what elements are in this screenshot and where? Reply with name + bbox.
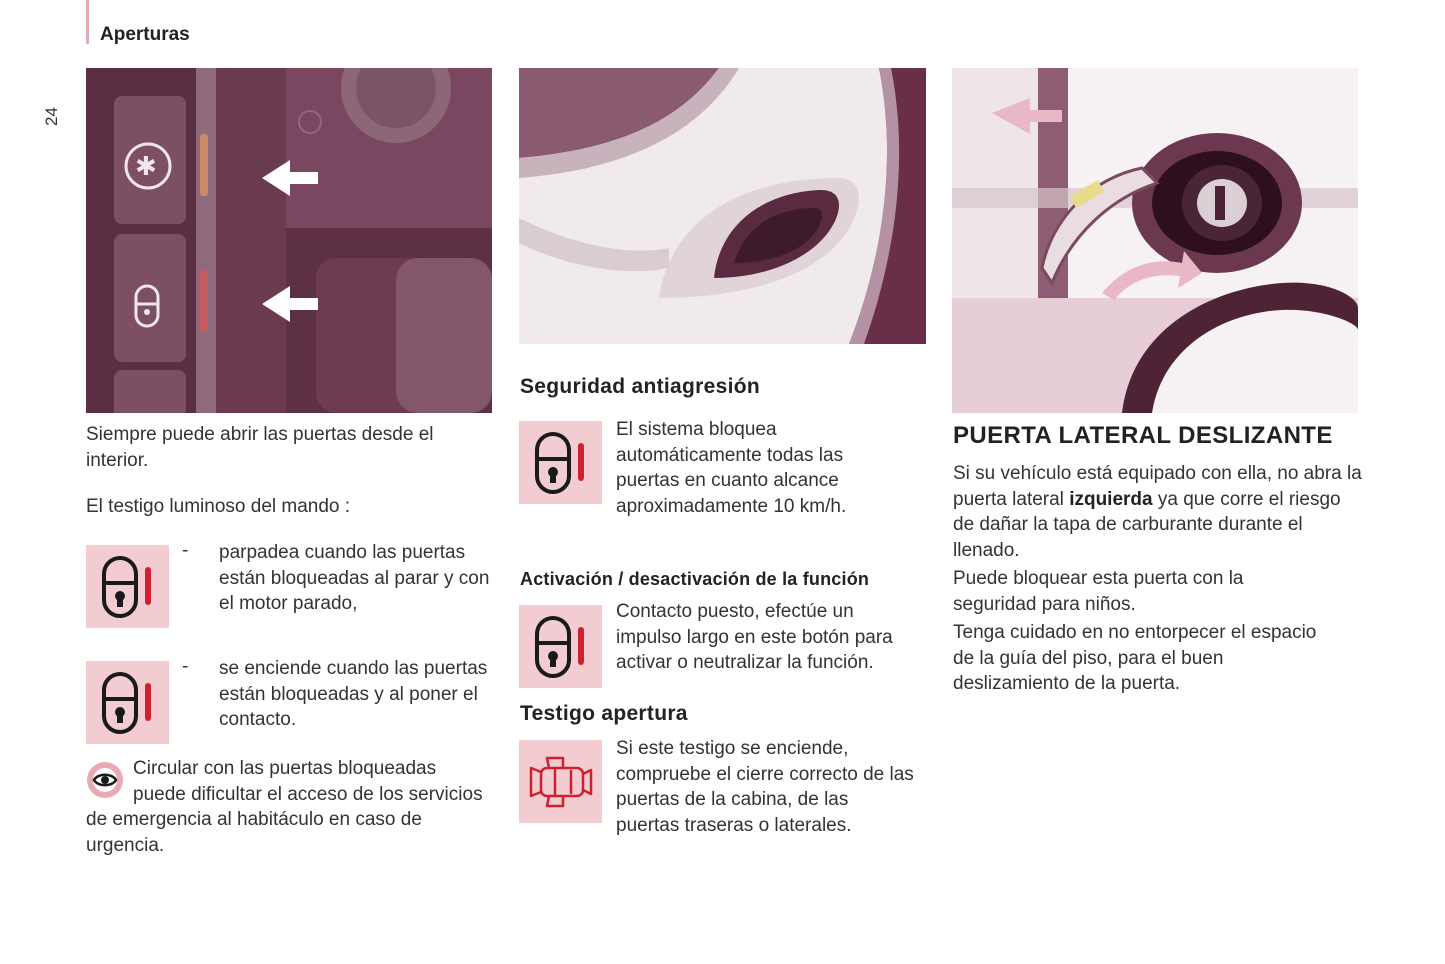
page-number: 24 bbox=[42, 107, 61, 126]
sliding-door-title: PUERTA LATERAL DESLIZANTE bbox=[953, 422, 1333, 449]
door-handle-illustration bbox=[519, 68, 926, 344]
list-dash: - bbox=[182, 540, 189, 561]
sliding-door-paragraph-1 bbox=[953, 461, 1363, 563]
indicator-intro: El testigo luminoso del mando : bbox=[86, 496, 351, 517]
p1-bold: izquierda bbox=[1069, 488, 1153, 510]
lock-indicator-icon bbox=[519, 421, 602, 504]
emergency-note-text: Circular con las puertas bloqueadas puede dificultar el acceso de los servicios de emergencia al habitáculo en caso de urgencia. bbox=[86, 758, 483, 856]
security-heading: Seguridad antiagresión bbox=[520, 375, 760, 398]
intro-text: Siempre puede abrir las puertas desde el interior. bbox=[86, 424, 434, 471]
fuel-flap-illustration bbox=[952, 68, 1358, 413]
lock-indicator-icon bbox=[86, 545, 169, 628]
activation-text: Contacto puesto, efectúe un impulso largo en este botón para activar o neutralizar la función. bbox=[616, 601, 893, 674]
warning-text: Si este testigo se enciende, compruebe el cierre correcto de las puertas de la cabina, de las puertas traseras o laterales. bbox=[616, 738, 914, 836]
p1-before: Si su vehículo está equipado con ella, no abra la puerta lateral bbox=[953, 463, 1362, 510]
emergency-note bbox=[86, 756, 486, 858]
list-item-blinking: parpadea cuando las puertas están bloqueadas al parar y con el motor parado, bbox=[219, 542, 490, 615]
list-dash: - bbox=[182, 656, 189, 677]
lock-indicator-icon bbox=[86, 661, 169, 744]
sliding-door-paragraph-3: Tenga cuidado en no entorpecer el espacio de la guía del piso, para el buen deslizamiento de la puerta. bbox=[953, 622, 1317, 695]
p1-after: ya que corre el riesgo de dañar la tapa de carburante durante el llenado. bbox=[953, 488, 1341, 561]
list-item-lit: se enciende cuando las puertas están bloqueadas y al poner el contacto. bbox=[219, 658, 488, 731]
svg-text:✱: ✱ bbox=[135, 152, 157, 182]
warning-heading: Testigo apertura bbox=[520, 702, 688, 725]
sliding-door-paragraph-2: Puede bloquear esta puerta con la seguridad para niños. bbox=[953, 568, 1244, 615]
header-accent-bar bbox=[86, 0, 89, 44]
security-text: El sistema bloquea automáticamente todas las puertas en cuanto alcance aproximadamente 10 km/h. bbox=[616, 419, 847, 517]
dashboard-buttons-illustration bbox=[86, 68, 492, 413]
section-title: Aperturas bbox=[100, 24, 190, 45]
van-doors-open-icon bbox=[519, 740, 602, 823]
activation-heading: Activación / desactivación de la función bbox=[520, 569, 870, 589]
lock-indicator-icon bbox=[519, 605, 602, 688]
